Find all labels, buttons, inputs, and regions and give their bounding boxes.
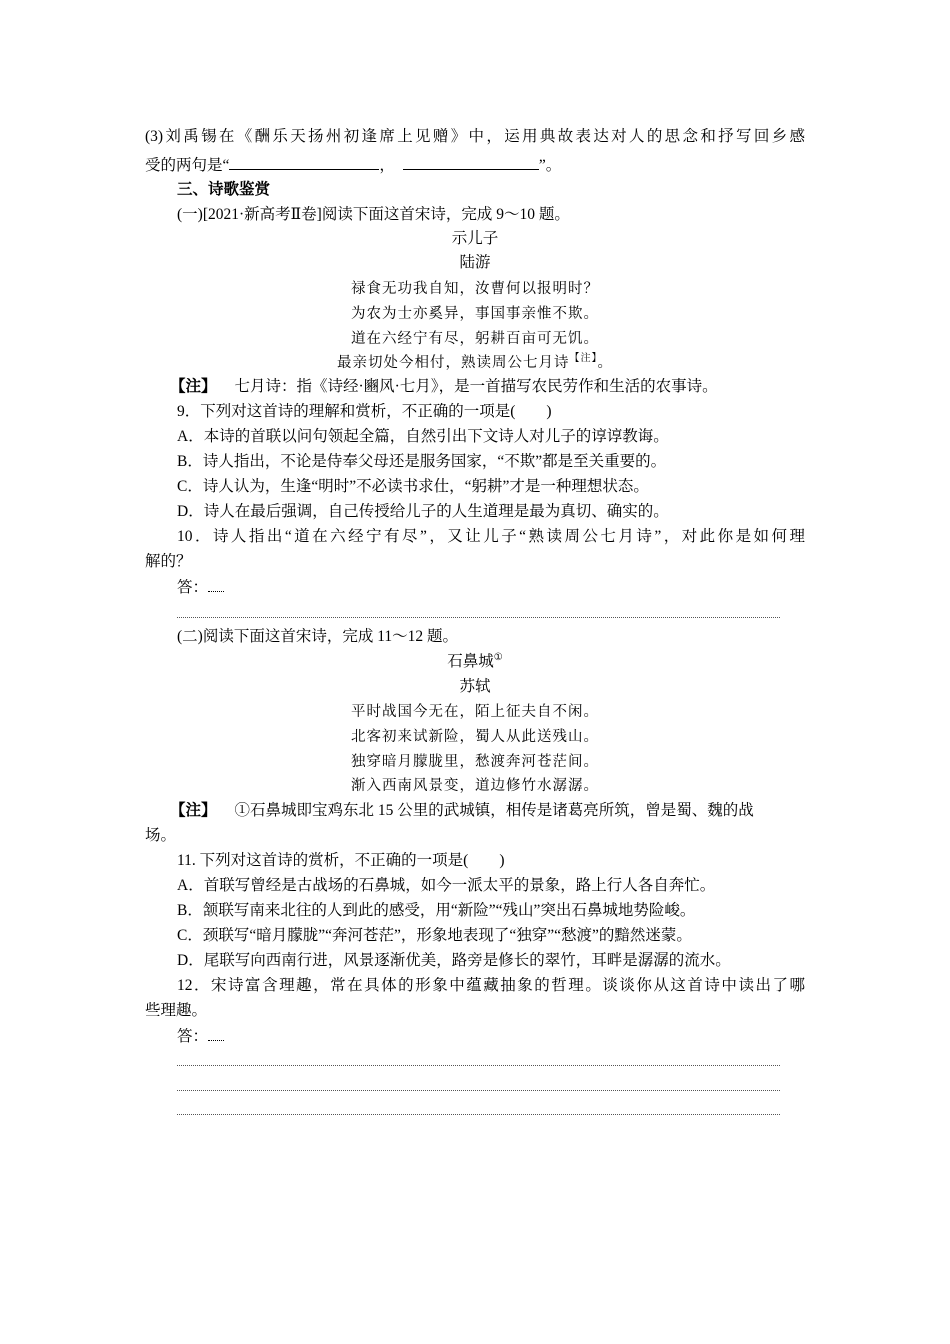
- q10-answer-rule[interactable]: [177, 617, 780, 618]
- q11-option-c: C．颈联写“暗月朦胧”“奔河苍茫”，形象地表现了“独穿”“愁渡”的黯然迷蒙。: [177, 927, 692, 944]
- q11-option-b: B．颔联写南来北往的人到此的感受，用“新险”“残山”突出石鼻城地势险峻。: [177, 902, 696, 919]
- poem1-author: 陆游: [459, 254, 491, 271]
- poem2-note: [170, 801, 805, 821]
- q10-line1: 10．诗人指出“道在六经宁有尽”，又让儿子“熟读周公七月诗”，对此你是如何理: [177, 528, 805, 545]
- q9-option-a: A．本诗的首联以问句领起全篇，自然引出下文诗人对儿子的谆谆教诲。: [177, 428, 669, 445]
- q3-blank-1[interactable]: [229, 155, 379, 170]
- poem2-title-text: 石鼻城: [447, 653, 494, 670]
- poem2-title-mark: ①: [493, 651, 503, 663]
- poem1-line-2: 为农为士亦奚异，事国事亲惟不欺。: [351, 306, 599, 322]
- poem1-title: 示儿子: [451, 230, 499, 247]
- poem1-note-text: 七月诗：指《诗经·豳风·七月》，是一首描写农民劳作和生活的农事诗。: [234, 378, 718, 395]
- poem1-note-mark: 【注】: [569, 353, 598, 365]
- q9-option-d: D．诗人在最后强调，自己传授给儿子的人生道理是最为真切、确实的。: [177, 503, 669, 520]
- poem1-note-label: 【注】: [170, 378, 217, 395]
- q3-line2-end: ”。: [538, 157, 562, 174]
- poem2-title: [0, 652, 950, 672]
- poem2-note-text: ①石鼻城即宝鸡东北 15 公里的武城镇，相传是诸葛亮所筑，曾是蜀、魏的战: [234, 802, 754, 819]
- q10-answer: [177, 577, 224, 598]
- q12-line1: 12．宋诗富含理趣，常在具体的形象中蕴藏抽象的哲理。谈谈你从这首诗中读出了哪: [177, 977, 805, 994]
- q11-stem: 11. 下列对这首诗的赏析，不正确的一项是( ): [177, 852, 505, 869]
- q3-line1: (3)刘禹锡在《酬乐天扬州初逢席上见赠》中，运用典故表达对人的思念和抒写回乡感: [145, 128, 805, 145]
- q3-comma: ，: [379, 157, 395, 174]
- q12-answer-blank[interactable]: [208, 1026, 224, 1041]
- poem2-author: 苏轼: [459, 678, 491, 695]
- poem1-line-3: 道在六经宁有尽，躬耕百亩可无饥。: [351, 331, 599, 347]
- q10-answer-blank[interactable]: [208, 577, 224, 592]
- poem2-note-line2: 场。: [145, 827, 177, 844]
- q11-option-d: D．尾联写向西南行进，风景逐渐优美，路旁是修长的翠竹，耳畔是潺潺的流水。: [177, 952, 731, 969]
- q11-option-a: A．首联写曾经是古战场的石鼻城，如今一派太平的景象，路上行人各自奔忙。: [177, 877, 716, 894]
- q9-stem: 9．下列对这首诗的理解和赏析，不正确的一项是( ): [177, 403, 552, 420]
- poem1-note: [170, 377, 718, 397]
- q9-option-c: C．诗人认为，生逢“明时”不必读书求仕，“躬耕”才是一种理想状态。: [177, 478, 649, 495]
- poem2-line-3: 独穿暗月朦胧里，愁渡奔河苍茫间。: [351, 754, 599, 770]
- poem1-line-4-text: 最亲切处今相付，熟读周公七月诗: [337, 355, 570, 371]
- poem1-line-4-end: 。: [597, 355, 613, 371]
- poem1-line-1: 禄食无功我自知，汝曹何以报明时？: [351, 281, 599, 297]
- section-title: 三、诗歌鉴赏: [177, 181, 271, 198]
- q12-line2: 些理趣。: [145, 1002, 208, 1019]
- q3-blank-2[interactable]: [403, 155, 539, 170]
- q12-answer-rule-2[interactable]: [177, 1090, 780, 1091]
- q12-answer-rule-1[interactable]: [177, 1065, 780, 1066]
- q10-answer-label: 答：: [177, 579, 209, 596]
- part2-intro: (二)阅读下面这首宋诗，完成 11～12 题。: [177, 628, 458, 645]
- poem2-note-label: 【注】: [170, 802, 217, 819]
- q3-line2-start: 受的两句是“: [145, 157, 230, 174]
- poem2-line-2: 北客初来试新险，蜀人从此送残山。: [351, 729, 599, 745]
- q12-answer-rule-3[interactable]: [177, 1114, 780, 1115]
- poem1-line-4: [0, 353, 950, 373]
- poem2-line-4: 渐入西南风景变，道边修竹水潺潺。: [351, 778, 599, 794]
- q10-line2: 解的？: [145, 553, 192, 570]
- q9-option-b: B．诗人指出，不论是侍奉父母还是服务国家，“不欺”都是至关重要的。: [177, 453, 667, 470]
- part1-intro: (一)[2021·新高考Ⅱ卷]阅读下面这首宋诗，完成 9～10 题。: [177, 206, 570, 223]
- q12-answer-label: 答：: [177, 1028, 209, 1045]
- poem2-line-1: 平时战国今无在，陌上征夫自不闲。: [351, 704, 599, 720]
- q3-line2: [145, 155, 561, 176]
- q12-answer: [177, 1026, 224, 1047]
